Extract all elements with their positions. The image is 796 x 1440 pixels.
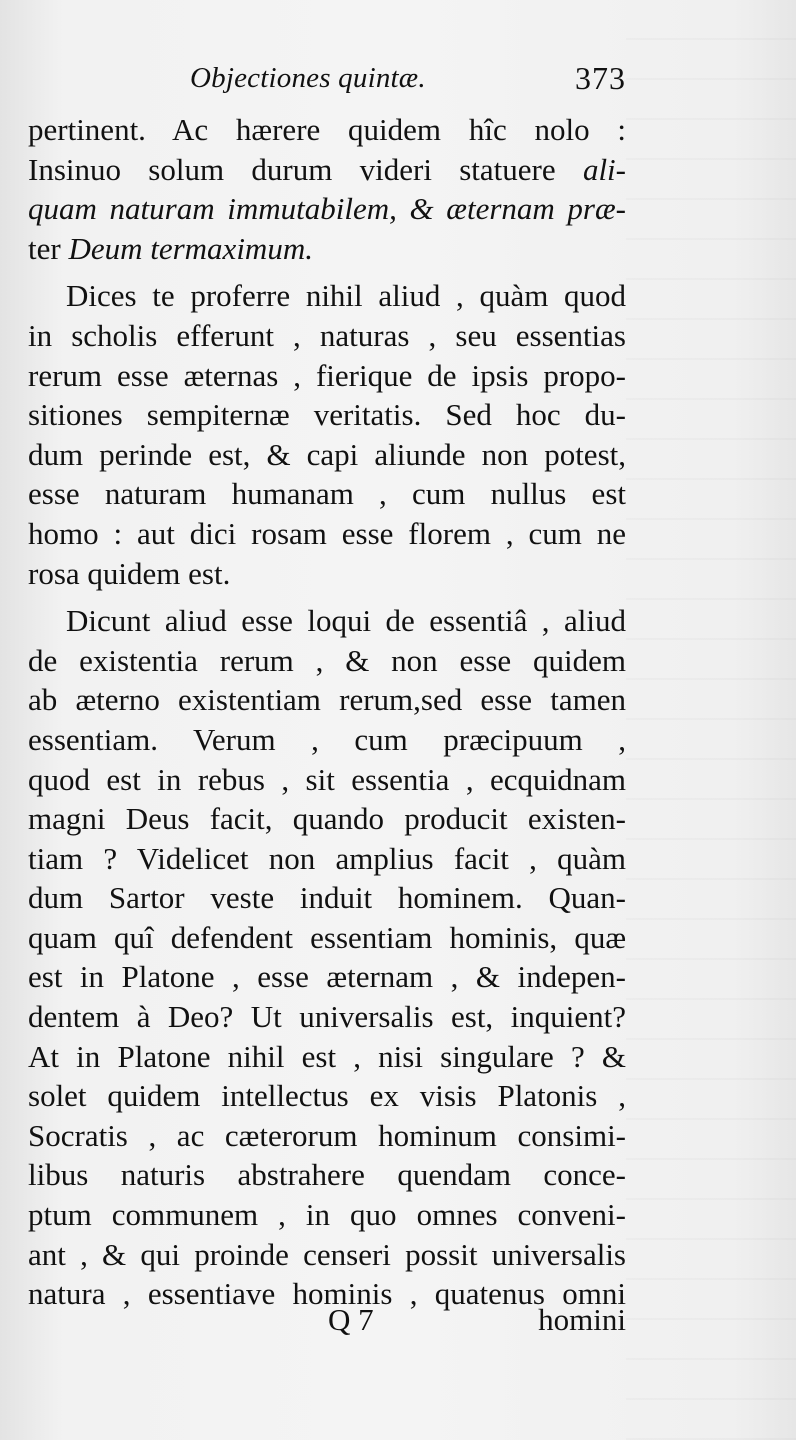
line-text: solet quidem intellectus ex visis Platonis , <box>28 1078 626 1114</box>
text-line <box>28 435 626 475</box>
text-line <box>28 316 626 356</box>
running-title: Objectiones quintæ. <box>190 62 426 94</box>
text-line <box>28 356 626 396</box>
line-text: natura , essentiave hominis , quatenus omni <box>28 1276 626 1312</box>
text-line <box>28 680 626 720</box>
text-line <box>28 799 626 839</box>
line-text: ant , & qui proinde censeri possit universalis <box>28 1236 626 1272</box>
text-line <box>28 1235 626 1275</box>
italic-text: ali- <box>582 151 626 187</box>
show-through-texture <box>626 0 796 1440</box>
paragraph <box>28 110 626 268</box>
page-header <box>28 62 626 102</box>
line-text: libus naturis abstrahere quendam conce- <box>28 1157 626 1193</box>
text-line <box>28 839 626 879</box>
text-line <box>28 1076 626 1116</box>
line-text: est in Platone , esse æternam , & indepen- <box>28 959 626 995</box>
line-text: dentem à Deo? Ut universalis est, inquient? <box>28 999 626 1035</box>
line-text: Dices te proferre nihil aliud , quàm quod <box>66 278 626 314</box>
paragraph <box>28 276 626 593</box>
text-line <box>28 229 626 269</box>
italic-text: Deum termaximum. <box>68 230 313 266</box>
text-line <box>28 878 626 918</box>
catchword: homini <box>538 1302 626 1337</box>
text-line <box>28 957 626 997</box>
text-line <box>28 1037 626 1077</box>
line-text: ptum communem , in quo omnes conveni- <box>28 1197 626 1233</box>
text-line <box>28 276 626 316</box>
line-text: Insinuo solum durum videri statuere <box>28 151 583 187</box>
text-line <box>28 395 626 435</box>
signature-mark: Q 7 <box>328 1302 374 1337</box>
text-line <box>28 641 626 681</box>
text-line <box>28 1155 626 1195</box>
line-text: tiam ? Videlicet non amplius facit , quàm <box>28 840 626 876</box>
text-line <box>28 189 626 229</box>
line-text: ter <box>28 230 69 266</box>
page-footer <box>28 1302 626 1342</box>
line-text: sitiones sempiternæ veritatis. Sed hoc du- <box>28 397 626 433</box>
text-line <box>28 554 626 594</box>
line-text: At in Platone nihil est , nisi singulare ? & <box>28 1038 626 1074</box>
body-text <box>28 110 626 1314</box>
text-line <box>28 150 626 190</box>
text-line <box>28 760 626 800</box>
line-text: rerum esse æternas , fierique de ipsis propo- <box>28 357 626 393</box>
text-line <box>28 1116 626 1156</box>
line-text: dum perinde est, & capi aliunde non potest, <box>28 436 626 472</box>
paragraph <box>28 601 626 1314</box>
line-text: pertinent. Ac hærere quidem hîc nolo : <box>28 112 626 147</box>
text-line <box>28 601 626 641</box>
text-line <box>28 720 626 760</box>
line-text: quod est in rebus , sit essentia , ecquidnam <box>28 761 626 797</box>
line-text: de existentia rerum , & non esse quidem <box>28 642 626 678</box>
line-text: Dicunt aliud esse loqui de essentiâ , aliud <box>66 603 626 639</box>
text-line <box>28 474 626 514</box>
line-text: rosa quidem est. <box>28 555 231 591</box>
line-text: magni Deus facit, quando producit existen- <box>28 801 626 837</box>
line-text: ab æterno existentiam rerum,sed esse tamen <box>28 682 626 718</box>
text-line <box>28 997 626 1037</box>
line-text: esse naturam humanam , cum nullus est <box>28 476 626 512</box>
line-text: homo : aut dici rosam esse florem , cum ne <box>28 515 626 551</box>
italic-text: quam naturam immutabilem, & æternam præ- <box>28 191 626 227</box>
text-line <box>28 110 626 150</box>
line-text: Socratis , ac cæterorum hominum consimi- <box>28 1117 626 1153</box>
text-line <box>28 514 626 554</box>
text-line <box>28 918 626 958</box>
text-line <box>28 1195 626 1235</box>
line-text: essentiam. Verum , cum præcipuum , <box>28 721 626 757</box>
line-text: dum Sartor veste induit hominem. Quan- <box>28 880 626 916</box>
page-number: 373 <box>575 60 626 96</box>
line-text: in scholis efferunt , naturas , seu essentias <box>28 317 626 353</box>
line-text: quam quî defendent essentiam hominis, quæ <box>28 919 626 955</box>
